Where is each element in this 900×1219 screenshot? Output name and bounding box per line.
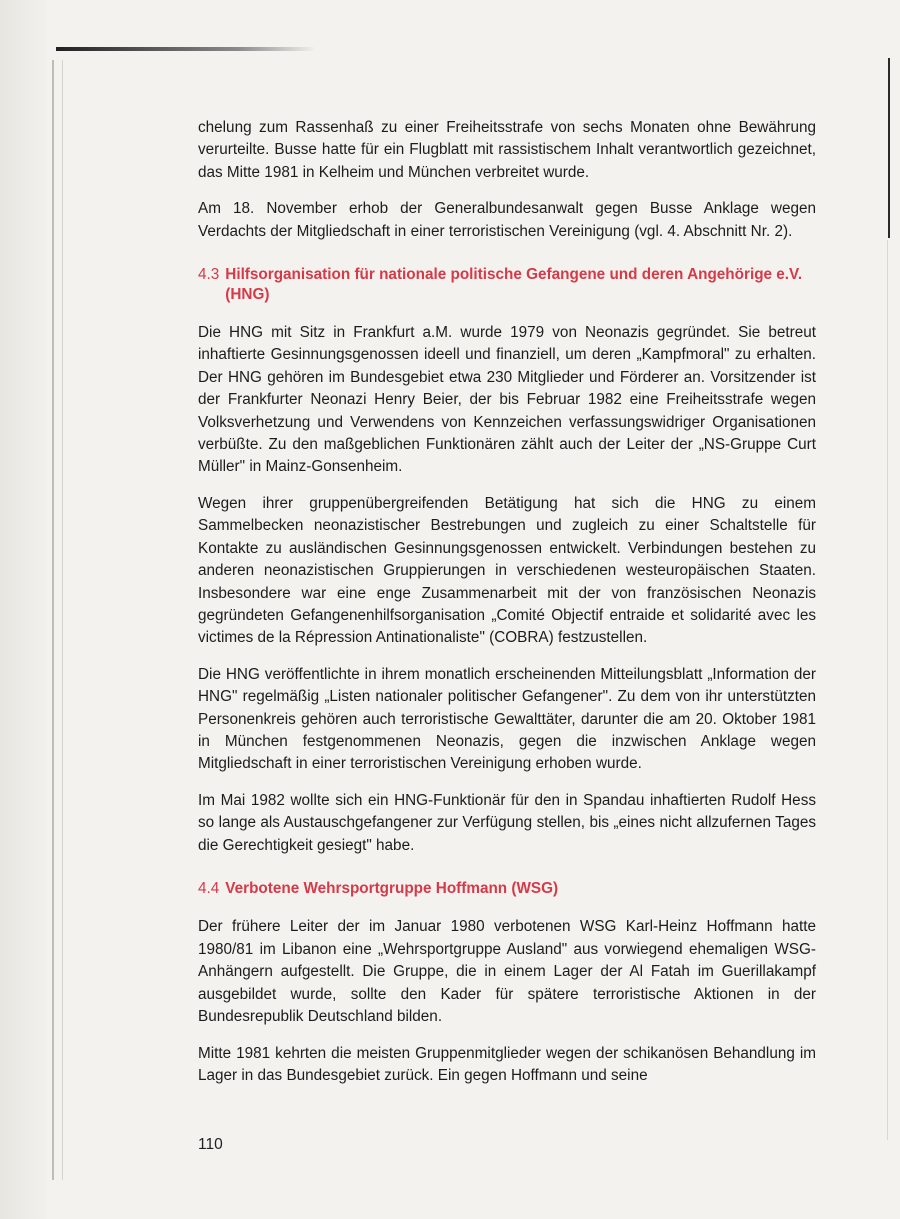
section-title: Verbotene Wehrsportgruppe Hoffmann (WSG) bbox=[225, 879, 559, 897]
scan-edge-left bbox=[0, 0, 46, 1219]
document-page bbox=[198, 117, 816, 1101]
scan-right-edge-2 bbox=[887, 240, 888, 1140]
paragraph: Im Mai 1982 wollte sich ein HNG-Funktionär für den in Spandau inhaftierten Rudolf Hess so lange als Austauschgefangener zur Verfügung stellen, bis „eines nicht allzufernen Tages die Gerechtigkeit gesiegt" habe. bbox=[198, 791, 816, 854]
scan-top-edge bbox=[56, 47, 316, 51]
paragraph: Wegen ihrer gruppenübergreifenden Betätigung hat sich die HNG zu einem Sammelbecken neonazistischer Bestrebungen und zugleich zu einer Schaltstelle für Kontakte zu ausländischen Gesinnungsgenossen entwickelt. Verbindungen bestehen zu anderen neonazistischen Gruppierungen in verschiedenen westeuropäischen Staaten. Insbesondere war eine enge Zusammenarbeit mit der von französischen Neonazis gegründeten Gefangenenhilfsorganisation „Comité Objectif entraide et solidarité avec les victimes de la Répression Antinationaliste" (COBRA) festzustellen. bbox=[198, 494, 816, 647]
paragraph: Die HNG mit Sitz in Frankfurt a.M. wurde 1979 von Neonazis gegründet. Sie betreut inhaftierte Gesinnungsgenossen ideell und finanziell, um deren „Kampfmoral" zu erhalten. Der HNG gehören im Bundesgebiet etwa 230 Mitglieder und Förderer an. Vorsitzender ist der Frankfurter Neonazi Henry Beier, der bis Februar 1982 eine Freiheitsstrafe wegen Volksverhetzung und Verwendens von Kennzeichen verfassungswidriger Organisationen verbüßte. Zu den maßgeblichen Funktionären zählt auch der Leiter der „NS-Gruppe Curt Müller" in Mainz-Gonsenheim. bbox=[198, 324, 816, 476]
paragraph: chelung zum Rassenhaß zu einer Freiheitsstrafe von sechs Monaten ohne Bewährung verurteilte. Busse hatte für ein Flugblatt mit rassistischem Inhalt verantwortlich gezeichnet, das Mitte 1981 in Kelheim und München verbreitet wurde. bbox=[198, 119, 816, 181]
section-title: Hilfsorganisation für nationale politische Gefangene und deren Angehörige e.V. (HNG) bbox=[225, 266, 803, 303]
page-number: 110 bbox=[198, 1136, 223, 1153]
section-heading-4-4 bbox=[198, 879, 816, 899]
scan-binding-shadow-2 bbox=[62, 60, 63, 1180]
paragraph: Der frühere Leiter der im Januar 1980 verbotenen WSG Karl-Heinz Hoffmann hatte 1980/81 im Libanon eine „Wehrsportgruppe Ausland" aus vorwiegend ehemaligen WSG-Anhängern aufgestellt. Die Gruppe, die in einem Lager der Al Fatah im Guerillakampf ausgebildet wurde, sollte den Kader für spätere terroristische Aktionen in der Bundesrepublik Deutschland bilden. bbox=[198, 918, 816, 1026]
paragraph: Mitte 1981 kehrten die meisten Gruppenmitglieder wegen der schikanösen Behandlung im Lager in das Bundesgebiet zurück. Ein gegen Hoffmann und seine bbox=[198, 1044, 816, 1084]
section-number: 4.3 bbox=[198, 266, 220, 284]
scan-right-edge bbox=[888, 58, 890, 238]
scan-binding-shadow bbox=[52, 60, 54, 1180]
section-heading-4-3 bbox=[198, 265, 816, 304]
paragraph: Die HNG veröffentlichte in ihrem monatlich erscheinenden Mitteilungsblatt „Information der HNG" regelmäßig „Listen nationaler politischer Gefangener". Zu dem von ihr unterstützten Personenkreis gehören auch terroristische Gewalttäter, darunter die am 20. Oktober 1981 in München festgenommenen Neonazis, gegen die inzwischen Anklage wegen Mitgliedschaft in einer terroristischen Vereinigung erhoben wurde. bbox=[198, 665, 816, 773]
section-number: 4.4 bbox=[198, 879, 220, 897]
paragraph: Am 18. November erhob der Generalbundesanwalt gegen Busse Anklage wegen Verdachts der Mitgliedschaft in einer terroristischen Vereinigung (vgl. 4. Abschnitt Nr. 2). bbox=[198, 200, 816, 240]
